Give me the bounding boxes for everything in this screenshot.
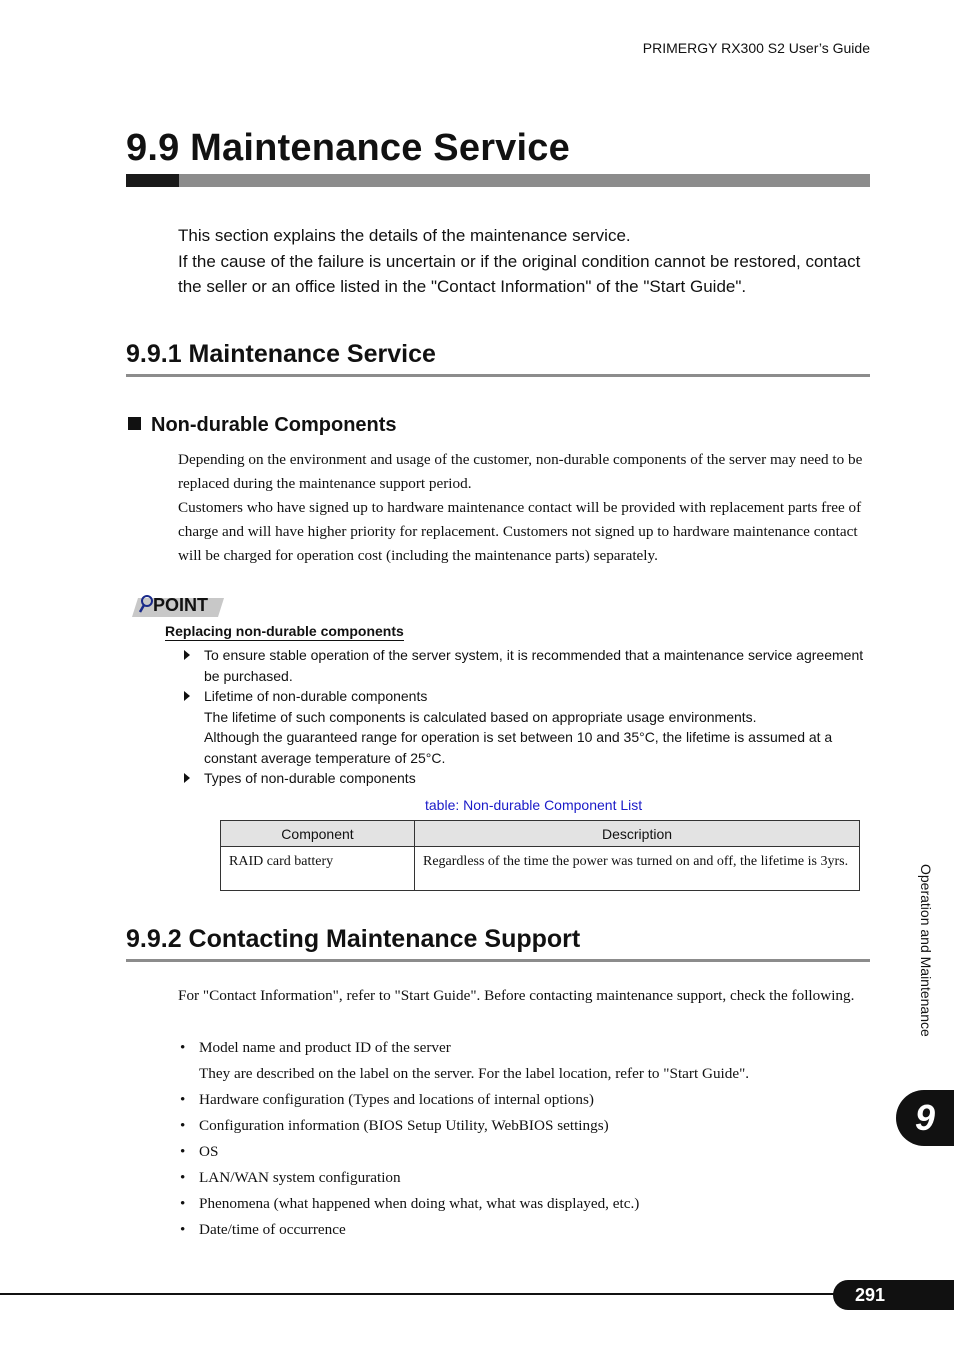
table-header: Component [221, 821, 415, 847]
point-list [182, 645, 872, 789]
non-durable-body [178, 448, 870, 568]
list-item-text: OS [199, 1143, 219, 1160]
list-item [178, 1139, 870, 1165]
point-item [182, 645, 872, 686]
running-header: PRIMERGY RX300 S2 User’s Guide [642, 40, 870, 56]
section-rule [126, 959, 870, 962]
bullet-dot-icon: • [180, 1221, 186, 1238]
paragraph: Customers who have signed up to hardware maintenance contact will be provided with replacement parts free of charge and will have higher priority for replacement. Customers not signed up to hardware maintenance contact will be charged for operation cost (including the maintenance parts) separately. [178, 499, 862, 564]
list-item-text: Phenomena (what happened when doing what, what was displayed, etc.) [199, 1195, 640, 1212]
list-item-text: LAN/WAN system configuration [199, 1169, 401, 1186]
section-title-9-9-2: 9.9.2 Contacting Maintenance Support [126, 925, 581, 953]
table-caption: table: Non-durable Component List [425, 797, 643, 813]
side-chapter-label [896, 862, 954, 1072]
point-icon [132, 591, 226, 619]
table-cell: Regardless of the time the power was turned on and off, the lifetime is 3yrs. [415, 847, 860, 891]
point-item [182, 768, 872, 789]
intro-line-1: This section explains the details of the maintenance service. [178, 226, 631, 245]
bullet-dot-icon: • [180, 1091, 186, 1108]
page-number: 291 [833, 1280, 954, 1310]
point-item [182, 686, 872, 768]
list-item [178, 1113, 870, 1139]
bullet-dot-icon: • [180, 1117, 186, 1134]
side-chapter-text: Operation and Maintenance [918, 864, 934, 1037]
point-item-detail: Although the guaranteed range for operation is set between 10 and 35°C, the lifetime is assumed at a constant average temperature of 25°C. [204, 729, 833, 766]
checklist [178, 1035, 870, 1243]
list-item-text: Configuration information (BIOS Setup Utility, WebBIOS settings) [199, 1117, 609, 1134]
chapter-tab: 9 [896, 1090, 954, 1146]
bullet-dot-icon: • [180, 1169, 186, 1186]
section-title-9-9-1: 9.9.1 Maintenance Service [126, 340, 436, 368]
footer-rule [0, 1293, 860, 1295]
intro-line-2: If the cause of the failure is uncertain or if the original condition cannot be restored, contact the seller or an office listed in the "Contact Information" of the "Start Guide". [178, 251, 861, 296]
section-rule [126, 374, 870, 377]
bullet-dot-icon: • [180, 1039, 186, 1056]
list-item [178, 1191, 870, 1217]
paragraph: Depending on the environment and usage of the customer, non-durable components of the server may need to be replaced during the maintenance support period. [178, 451, 863, 492]
table-header-row [221, 821, 860, 847]
contact-body [178, 984, 870, 1008]
list-item-note: They are described on the label on the server. For the label location, refer to "Start Guide". [199, 1065, 750, 1082]
point-item-text: Lifetime of non-durable components [204, 688, 428, 704]
chapter-title: 9.9 Maintenance Service [126, 127, 570, 169]
list-item-text: Model name and product ID of the server [199, 1039, 451, 1056]
title-bar-accent [126, 174, 179, 187]
list-item [178, 1087, 870, 1113]
bullet-dot-icon: • [180, 1195, 186, 1212]
point-item-text: To ensure stable operation of the server system, it is recommended that a maintenance service agreement be purchased. [204, 647, 864, 684]
triangle-bullet-icon [184, 691, 190, 701]
point-item-detail: The lifetime of such components is calculated based on appropriate usage environments. [204, 708, 757, 725]
table-row [221, 847, 860, 891]
paragraph: For "Contact Information", refer to "Start Guide". Before contacting maintenance support, check the following. [178, 987, 855, 1004]
table-header: Description [415, 821, 860, 847]
point-icon-label: POINT [153, 595, 209, 615]
list-item [178, 1035, 870, 1087]
subsection-heading [128, 414, 397, 437]
component-table [220, 820, 860, 891]
list-item [178, 1217, 870, 1243]
bullet-dot-icon: • [180, 1143, 186, 1160]
triangle-bullet-icon [184, 650, 190, 660]
table-cell: RAID card battery [221, 847, 415, 891]
title-bar [179, 174, 870, 187]
list-item-text: Date/time of occurrence [199, 1221, 346, 1238]
triangle-bullet-icon [184, 773, 190, 783]
list-item-text: Hardware configuration (Types and locations of internal options) [199, 1091, 594, 1108]
point-subtitle: Replacing non-durable components [165, 623, 404, 639]
point-item-text: Types of non-durable components [204, 770, 416, 786]
list-item [178, 1165, 870, 1191]
subsection-title: Non-durable Components [151, 414, 397, 436]
square-bullet-icon [128, 417, 141, 430]
intro-text [178, 223, 878, 300]
